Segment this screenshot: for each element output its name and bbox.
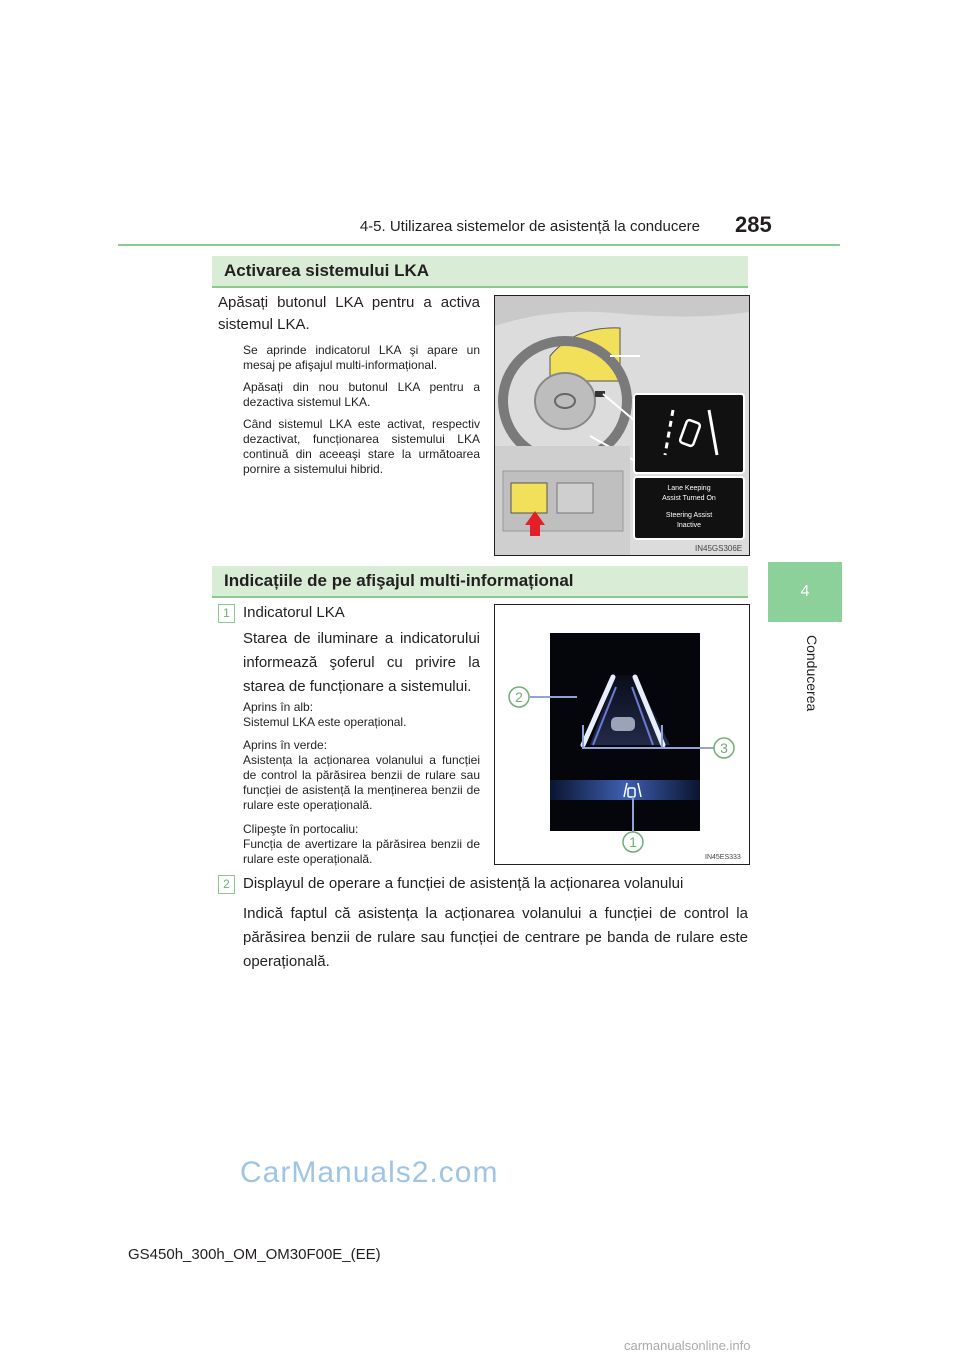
activation-note-1: Se aprinde indicatorul LKA şi apare un mesaj pe afişajul multi-informațional. <box>243 343 480 372</box>
manual-code: GS450h_300h_OM_OM30F00E_(EE) <box>128 1246 381 1263</box>
state-text: Sistemul LKA este operațional. <box>243 715 407 729</box>
state-text: Funcția de avertizare la părăsirea benzii de rulare este operațională. <box>243 837 480 866</box>
running-header-section: 4-5. Utilizarea sistemelor de asistență la conducere <box>359 218 700 235</box>
watermark-carmanualsonline: carmanualsonline.info <box>624 1338 751 1353</box>
chapter-tab: 4 <box>768 562 842 622</box>
item2-description: Indică faptul că asistența la acționarea volanului a funcției de control la părăsirea benzii de rulare sau funcției de centrare pe banda de rulare este operațională. <box>243 905 748 970</box>
message-line-1: Lane Keeping <box>667 485 711 492</box>
mid-display-figure <box>494 604 750 865</box>
section-heading-activation <box>212 256 748 288</box>
watermark-carmanuals2: CarManuals2.com <box>240 1156 499 1189</box>
header-rule <box>118 244 840 246</box>
callout-label-3: 3 <box>720 740 728 756</box>
state-white <box>243 700 480 730</box>
lane-keeping-icon <box>635 395 743 472</box>
activation-lead: Apăsați butonul LKA pentru a activa sistemul LKA. <box>218 294 480 333</box>
state-label: Aprins în alb: <box>243 700 314 714</box>
message-line-4: Inactive <box>676 522 702 529</box>
multi-information-display-illustration <box>495 605 749 864</box>
state-label: Clipeşte în portocaliu: <box>243 822 359 836</box>
item-number-2: 2 <box>218 875 235 894</box>
state-orange <box>243 822 480 867</box>
item1-title: Indicatorul LKA <box>243 604 345 621</box>
section-title: Activarea sistemului LKA <box>224 261 430 280</box>
state-label: Aprins în verde: <box>243 738 328 752</box>
section-heading-indications <box>212 566 748 598</box>
figure-code: IN45ES333 <box>705 854 741 861</box>
chapter-label: Conducerea <box>804 635 820 712</box>
message-line-2: Assist Turned On <box>662 495 716 502</box>
state-text: Asistența la acționarea volanului a funcției de control la părăsirea benzii de rulare sau funcției de asistență la menținerea benzii de rulare este operațională. <box>243 753 480 812</box>
lka-indicator-display <box>633 393 745 474</box>
section-title: Indicațiile de pe afişajul multi-informațional <box>224 571 574 590</box>
figure-code: IN45GS306E <box>695 544 743 553</box>
activation-note-3: Când sistemul LKA este activat, respectiv dezactivat, funcționarea sistemului LKA continuă din aceeaşi stare la următoarea pornire a sistemului hibrid. <box>243 417 480 476</box>
item1-description: Starea de iluminare a indicatorului informează şoferul cu privire la starea de funcționare a sistemului. <box>243 630 480 695</box>
activation-note-2: Apăsați din nou butonul LKA pentru a dezactiva sistemul LKA. <box>243 380 480 409</box>
item2-title: Displayul de operare a funcției de asistență la acționarea volanului <box>243 875 684 892</box>
callout-label-1: 1 <box>629 834 637 850</box>
item-number-1: 1 <box>218 604 235 623</box>
page-number: 285 <box>735 212 772 237</box>
lka-message-display <box>633 476 745 540</box>
message-line-3: Steering Assist <box>665 512 713 519</box>
callout-label-2: 2 <box>515 689 523 705</box>
lka-button-figure <box>494 295 750 556</box>
state-green <box>243 738 480 813</box>
